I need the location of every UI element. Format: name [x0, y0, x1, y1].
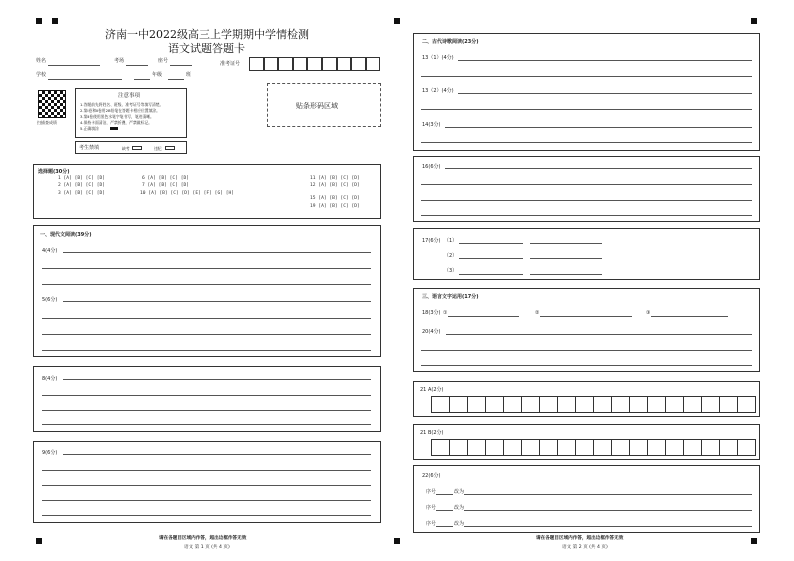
answer-line[interactable]: [42, 350, 371, 351]
q8-label: 8(4分): [42, 376, 58, 382]
mc-row[interactable]: 2 [A] [B] [C] [D]: [58, 183, 106, 188]
ticket-digit-cell[interactable]: [264, 57, 279, 71]
footer-page: 语文 第 1 页 (共 4 页): [184, 545, 230, 550]
ticket-digit-cell[interactable]: [307, 57, 322, 71]
mc-row[interactable]: 6 [A] [B] [C] [D]: [142, 176, 190, 181]
char-cell[interactable]: [467, 439, 486, 456]
ticket-digit-cell[interactable]: [278, 57, 293, 71]
mc-title: 选择题(30分): [38, 169, 70, 175]
ticket-digit-cell[interactable]: [293, 57, 308, 71]
section1-box: [33, 225, 381, 357]
mc-row[interactable]: 3 [A] [B] [C] [D]: [58, 191, 106, 196]
answer-line[interactable]: [42, 410, 371, 411]
violation-checkbox[interactable]: [165, 146, 175, 150]
answer-line[interactable]: [63, 454, 371, 455]
q14-label: 14(3分): [422, 122, 441, 128]
barcode-area: [267, 83, 381, 127]
char-cell[interactable]: [719, 396, 738, 413]
registration-mark: [394, 18, 400, 24]
ticket-digit-cell[interactable]: [322, 57, 337, 71]
answer-line[interactable]: [42, 395, 371, 396]
char-cell[interactable]: [701, 439, 720, 456]
forbidden-label: 考生禁填: [79, 145, 100, 151]
answer-line[interactable]: [42, 515, 371, 516]
absent-checkbox[interactable]: [132, 146, 142, 150]
answer-line[interactable]: [42, 318, 371, 319]
ticket-digit-cell[interactable]: [351, 57, 366, 71]
registration-mark: [394, 538, 400, 544]
char-cell[interactable]: [701, 396, 720, 413]
note-4: 4.保持卡面清洁，严禁折叠，严禁做标记。: [80, 120, 152, 125]
page-subtitle: 语文试题答题卡: [168, 42, 245, 55]
registration-mark: [751, 538, 757, 544]
q17-label: 17(6分): [422, 238, 441, 244]
section3-box: [413, 288, 760, 372]
answer-line[interactable]: [421, 350, 752, 351]
note-5: 5.正确填涂: [80, 126, 99, 131]
answer-line[interactable]: [63, 252, 371, 253]
answer-line[interactable]: [458, 93, 752, 94]
q21a-label: 21 A(2分): [420, 387, 444, 393]
mc-row[interactable]: 10 [A] [B] [C] [D] [E] [F] [G] [H]: [140, 191, 235, 196]
q18-label: 18(3分): [422, 310, 441, 316]
answer-line[interactable]: [42, 485, 371, 486]
registration-mark: [751, 18, 757, 24]
char-cell[interactable]: [593, 396, 612, 413]
q17-box: [413, 228, 760, 280]
filled-sample-icon: [110, 127, 118, 130]
school-label: 学校: [36, 72, 47, 78]
footer-warning: 请在各题目区域内作答，超出边框作答无效: [159, 536, 247, 541]
page-title: 济南一中2022级高三上学期期中学情检测: [105, 28, 309, 41]
q9-label: 9(6分): [42, 450, 58, 456]
char-cell[interactable]: [647, 439, 666, 456]
answer-line[interactable]: [436, 494, 453, 495]
q13-2-label: 13（2）(4分): [422, 88, 454, 94]
class-field[interactable]: [168, 79, 184, 80]
change-label: 改为: [454, 489, 465, 495]
section2-title: 二、古代诗歌阅读(23分): [422, 39, 479, 45]
note-2: 2.第Ⅰ卷和Ⅱ卷用2B铅笔在答题卡相应位置填涂。: [80, 108, 160, 113]
change-label: 改为: [454, 505, 465, 511]
answer-line[interactable]: [459, 258, 523, 259]
q5-label: 5(6分): [42, 297, 58, 303]
char-cell[interactable]: [665, 396, 684, 413]
violation-label: 违纪: [154, 146, 162, 151]
mc-row[interactable]: 15 [A] [B] [C] [D]: [310, 196, 360, 201]
class-label: 班: [186, 72, 192, 78]
char-cell[interactable]: [539, 396, 558, 413]
ticket-digit-cell[interactable]: [249, 57, 264, 71]
char-cell[interactable]: [557, 439, 576, 456]
char-cell[interactable]: [719, 439, 738, 456]
note-1: 1.答题前先将姓名、班级、准考证号等填写清楚。: [80, 102, 164, 107]
answer-line[interactable]: [63, 379, 371, 380]
answer-line[interactable]: [421, 365, 752, 366]
char-cell[interactable]: [593, 439, 612, 456]
answer-line[interactable]: [421, 142, 752, 143]
answer-line[interactable]: [436, 526, 453, 527]
q21b-label: 21 B(2分): [420, 430, 444, 436]
name-field[interactable]: [48, 65, 100, 66]
q4-label: 4(4分): [42, 248, 58, 254]
seat-label: 座号: [158, 58, 169, 64]
q18-mark: ③: [646, 310, 651, 316]
answer-line[interactable]: [459, 274, 523, 275]
ticket-digit-cell[interactable]: [366, 57, 381, 71]
q17-part: （1）: [444, 238, 458, 244]
char-cell[interactable]: [629, 439, 648, 456]
q17-part: （2）: [444, 253, 458, 259]
answer-line[interactable]: [42, 470, 371, 471]
q16-label: 16(6分): [422, 164, 441, 170]
answer-line[interactable]: [464, 494, 752, 495]
answer-line[interactable]: [445, 168, 752, 169]
answer-line[interactable]: [63, 301, 371, 302]
char-cell[interactable]: [611, 396, 630, 413]
answer-line[interactable]: [445, 127, 752, 128]
registration-mark: [52, 18, 58, 24]
barcode-label: 贴条形码区域: [296, 102, 338, 110]
mc-row[interactable]: 12 [A] [B] [C] [D]: [310, 183, 360, 188]
answer-line[interactable]: [421, 200, 752, 201]
answer-line[interactable]: [436, 510, 453, 511]
answer-line[interactable]: [651, 316, 728, 317]
char-cell[interactable]: [647, 396, 666, 413]
char-cell[interactable]: [575, 396, 594, 413]
answer-line[interactable]: [42, 500, 371, 501]
q18-mark: ②: [535, 310, 540, 316]
mc-row[interactable]: 7 [A] [B] [C] [D]: [142, 183, 190, 188]
forbidden-box: [75, 141, 187, 154]
answer-line[interactable]: [42, 334, 371, 335]
char-cell[interactable]: [665, 439, 684, 456]
name-label: 姓名: [36, 58, 47, 64]
section1-title: 一、现代文阅读(39分): [40, 232, 92, 238]
q17-part: （3）: [444, 268, 458, 274]
answer-line[interactable]: [530, 274, 602, 275]
absent-label: 缺考: [122, 146, 130, 151]
seat-field[interactable]: [170, 65, 192, 66]
seq-label: 序号: [426, 505, 437, 511]
char-cell[interactable]: [611, 439, 630, 456]
answer-line[interactable]: [540, 316, 632, 317]
mc-section: [33, 164, 381, 219]
answer-line[interactable]: [530, 243, 602, 244]
answer-line[interactable]: [459, 243, 523, 244]
grade-field[interactable]: [134, 79, 150, 80]
seq-label: 序号: [426, 521, 437, 527]
seq-label: 序号: [426, 489, 437, 495]
char-cell[interactable]: [521, 396, 540, 413]
answer-line[interactable]: [464, 510, 752, 511]
note-3: 3.第Ⅱ卷使用黑色水笔字笔书写，笔迹清晰。: [80, 114, 154, 119]
mc-row[interactable]: 19 [A] [B] [C] [D]: [310, 204, 360, 209]
mc-row[interactable]: 11 [A] [B] [C] [D]: [310, 176, 360, 181]
answer-line[interactable]: [464, 526, 752, 527]
char-cell[interactable]: [629, 396, 648, 413]
char-cell[interactable]: [431, 439, 450, 456]
char-cell[interactable]: [539, 439, 558, 456]
char-cell[interactable]: [683, 396, 702, 413]
char-cell[interactable]: [467, 396, 486, 413]
section3-title: 三、语言文字运用(17分): [422, 294, 479, 300]
char-cell[interactable]: [485, 396, 504, 413]
qr-code-icon: [38, 90, 66, 118]
char-cell[interactable]: [683, 439, 702, 456]
char-cell[interactable]: [503, 396, 522, 413]
notes-box: [75, 88, 187, 138]
registration-mark: [36, 18, 42, 24]
q22-label: 22(6分): [422, 473, 441, 479]
answer-line[interactable]: [421, 184, 752, 185]
q22-box: [413, 465, 760, 533]
char-cell[interactable]: [503, 439, 522, 456]
answer-line[interactable]: [421, 76, 752, 77]
answer-line[interactable]: [42, 284, 371, 285]
char-cell[interactable]: [737, 439, 756, 456]
answer-line[interactable]: [458, 60, 752, 61]
q8-box: [33, 366, 381, 432]
char-cell[interactable]: [485, 439, 504, 456]
q20-label: 20(4分): [422, 329, 441, 335]
answer-line[interactable]: [421, 109, 752, 110]
char-cell[interactable]: [431, 396, 450, 413]
school-field[interactable]: [48, 79, 122, 80]
answer-line[interactable]: [448, 316, 519, 317]
exam-room-label: 考场: [114, 58, 125, 64]
q16-box: [413, 156, 760, 222]
change-label: 改为: [454, 521, 465, 527]
exam-room-field[interactable]: [126, 65, 148, 66]
char-cell[interactable]: [557, 396, 576, 413]
notes-title: 注意事项: [118, 93, 141, 99]
char-cell[interactable]: [449, 439, 468, 456]
footer-page: 语文 第 2 页 (共 4 页): [562, 545, 608, 550]
char-cell[interactable]: [575, 439, 594, 456]
footer-warning: 请在各题目区域内作答，超出边框作答无效: [536, 536, 624, 541]
char-cell[interactable]: [449, 396, 468, 413]
mc-row[interactable]: 1 [A] [B] [C] [D]: [58, 176, 106, 181]
q13-1-label: 13（1）(4分): [422, 55, 454, 61]
registration-mark: [36, 538, 42, 544]
q18-mark: ①: [443, 310, 448, 316]
answer-line[interactable]: [421, 215, 752, 216]
char-cell[interactable]: [737, 396, 756, 413]
ticket-digit-cell[interactable]: [337, 57, 352, 71]
answer-line[interactable]: [530, 258, 602, 259]
answer-line[interactable]: [446, 334, 752, 335]
grade-label: 年级: [152, 72, 163, 78]
answer-line[interactable]: [42, 268, 371, 269]
scan-label: 扫描查成绩: [37, 120, 57, 125]
section2-box: [413, 33, 760, 151]
ticket-label: 准考证号: [220, 61, 241, 67]
answer-line[interactable]: [42, 424, 371, 425]
char-cell[interactable]: [521, 439, 540, 456]
